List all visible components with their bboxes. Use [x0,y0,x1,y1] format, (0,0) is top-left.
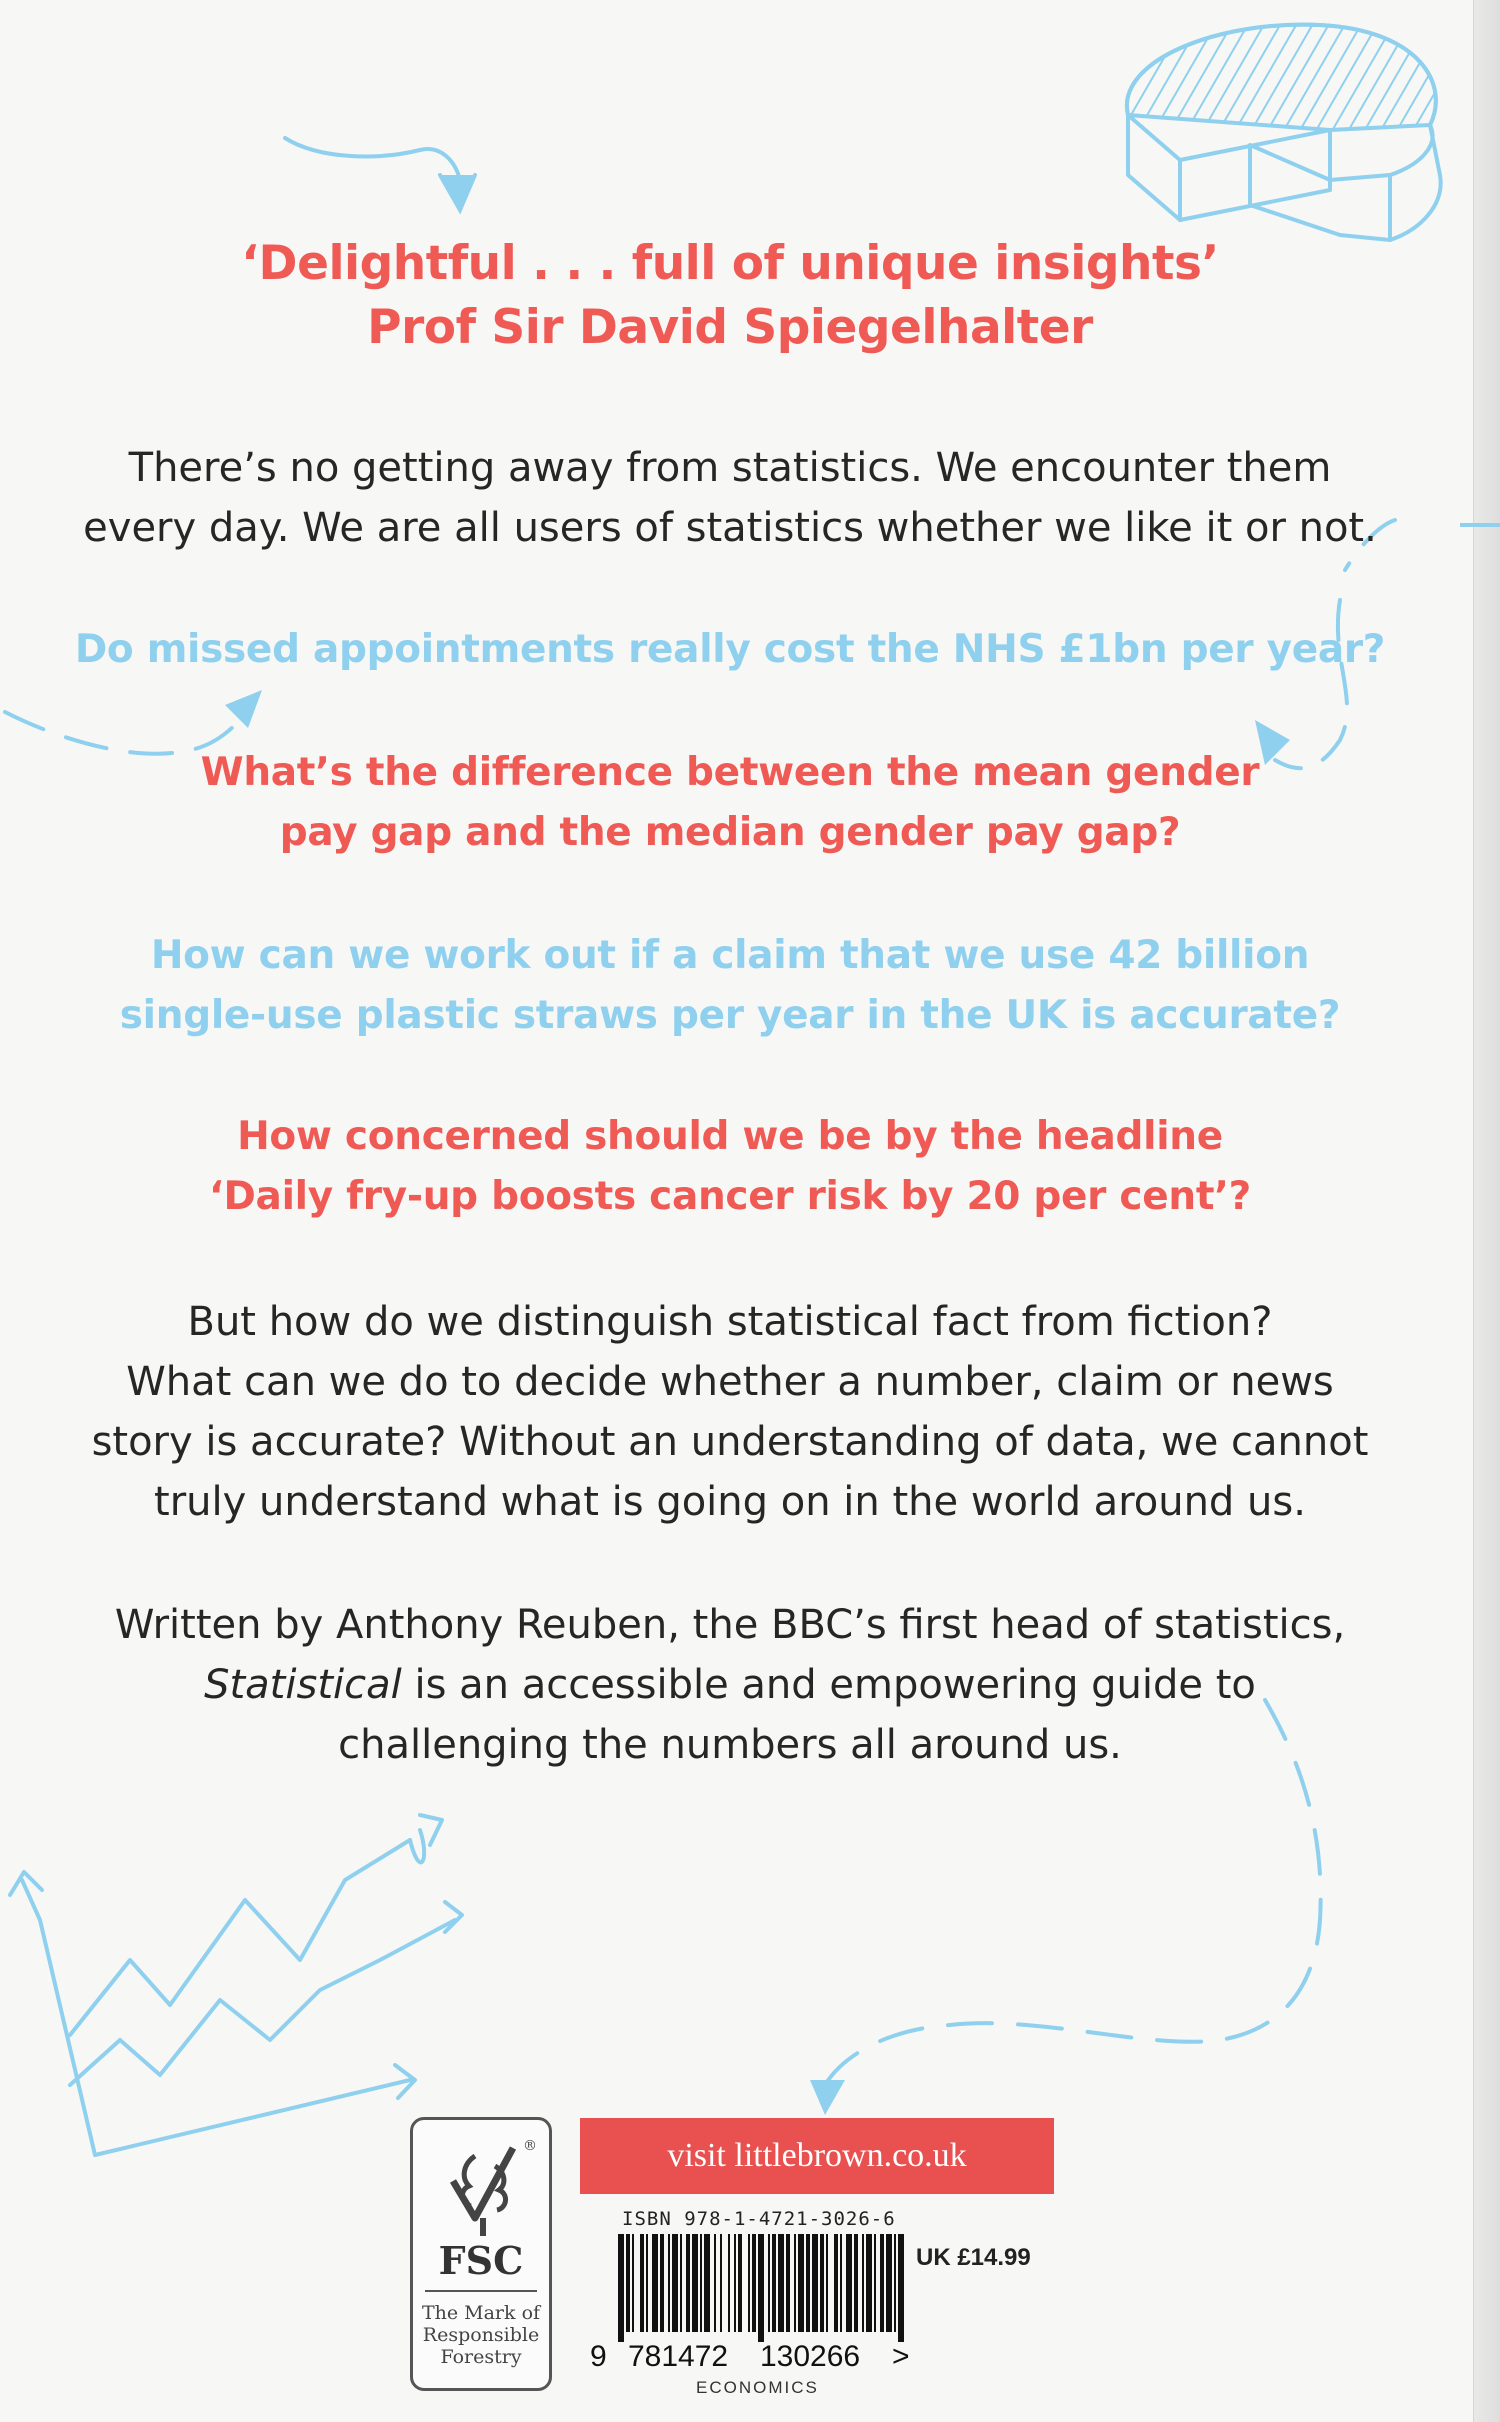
barcode-bar [886,2234,892,2332]
barcode-bar [680,2234,682,2332]
barcode-left-group: 781472 [628,2340,729,2373]
barcode-bar [720,2234,722,2332]
barcode-bar [704,2234,710,2332]
publisher-url-banner[interactable] [580,2118,1054,2194]
barcode-bar [820,2234,824,2332]
barcode-bar [794,2234,796,2332]
fsc-logo-text: FSC [438,2238,524,2283]
arrowhead-doodle [225,690,262,728]
barcode-bar [768,2234,770,2332]
divider [425,2290,537,2292]
review-quote: ‘Delightful . . . full of unique insights’ [241,236,1219,291]
line-chart-doodle [10,1815,462,2155]
fsc-caption-line: Forestry [440,2346,522,2368]
barcode-bar [748,2234,750,2332]
closing-line: challenging the numbers all around us. [338,1722,1122,1768]
barcode-bar [874,2234,876,2332]
paragraph-line: What can we do to decide whether a number, claim or news [126,1359,1334,1405]
barcode-bar [692,2234,698,2332]
genre-label: ECONOMICS [696,2378,819,2397]
barcode-bar [772,2234,776,2332]
barcode-first-digit: 9 [590,2340,607,2373]
barcode-bar [854,2234,858,2332]
barcode-bar [866,2234,872,2332]
barcode-bar [894,2234,896,2332]
barcode-bar [618,2234,624,2342]
main-paragraph [0,1292,1460,1532]
question-line: ‘Daily fry-up boosts cancer risk by 20 per cent’? [208,1174,1252,1219]
fsc-caption-line: Responsible [422,2324,540,2346]
barcode-bar [752,2234,756,2332]
question-line: pay gap and the median gender pay gap? [279,810,1181,855]
closing-line-rest: is an accessible and empowering guide to [401,1662,1256,1708]
barcode-bar [738,2234,742,2332]
question-straws [0,926,1460,1046]
question-nhs [0,620,1460,680]
barcode-bar [626,2234,630,2332]
question-line: Do missed appointments really cost the NHS £1bn per year? [74,627,1386,672]
question-line: How concerned should we be by the headline [237,1114,1223,1159]
headline-quote [0,232,1460,360]
barcode-bar [640,2234,644,2332]
barcode-bar [840,2234,842,2332]
review-attribution: Prof Sir David Spiegelhalter [367,300,1093,355]
price: UK £14.99 [916,2244,1031,2271]
barcode [618,2234,908,2342]
paragraph-line: story is accurate? Without an understanding of data, we cannot [91,1419,1369,1465]
barcode-bar [686,2234,690,2332]
curved-arrow-doodle [285,138,475,210]
barcode-bar [798,2234,804,2332]
question-line: What’s the difference between the mean gender [200,750,1260,795]
barcode-bar [714,2234,716,2332]
intro-line: every day. We are all users of statistics whether we like it or not. [83,505,1377,551]
barcode-bar [826,2234,828,2332]
arrowhead-doodle [810,2080,845,2115]
barcode-bar [734,2234,736,2332]
barcode-bar [786,2234,790,2332]
barcode-bar [672,2234,678,2332]
barcode-bar [668,2234,670,2332]
barcode-bar [898,2234,904,2342]
barcode-bar [880,2234,884,2332]
registered-mark: ® [523,2138,537,2154]
barcode-bar [728,2234,730,2332]
fsc-badge [410,2117,552,2391]
isbn-label: ISBN 978-1-4721-3026-6 [622,2208,896,2230]
question-fry-up [0,1107,1460,1227]
barcode-quiet-mark: > [892,2340,910,2373]
barcode-bar [700,2234,702,2332]
question-line: How can we work out if a claim that we use 42 billion [150,933,1310,978]
fsc-caption [413,2302,549,2368]
barcode-bar [806,2234,810,2332]
book-title: Statistical [204,1662,402,1708]
closing-line: Written by Anthony Reuben, the BBC’s first head of statistics, [114,1602,1346,1648]
intro-line: There’s no getting away from statistics. We encounter them [128,445,1332,491]
closing-paragraph [0,1595,1460,1775]
closing-line [0,1655,1460,1715]
barcode-bar [660,2234,664,2332]
question-line: single-use plastic straws per year in the UK is accurate? [119,993,1341,1038]
question-pay-gap [0,743,1460,863]
barcode-bar [834,2234,838,2332]
barcode-bar [812,2234,818,2332]
barcode-bar [846,2234,852,2332]
barcode-bar [632,2234,634,2332]
barcode-bar [758,2234,764,2342]
paragraph-line: truly understand what is going on in the world around us. [154,1479,1306,1525]
intro-paragraph [0,438,1460,558]
fsc-caption-line: The Mark of [421,2302,541,2324]
barcode-bar [652,2234,658,2332]
barcode-bar [778,2234,784,2332]
barcode-right-group: 130266 [760,2340,861,2373]
pie-chart-doodle [1127,25,1441,240]
paragraph-line: But how do we distinguish statistical fact from fiction? [187,1299,1273,1345]
publisher-url: visit littlebrown.co.uk [667,2137,967,2174]
barcode-bar [646,2234,648,2332]
barcode-bar [862,2234,864,2332]
